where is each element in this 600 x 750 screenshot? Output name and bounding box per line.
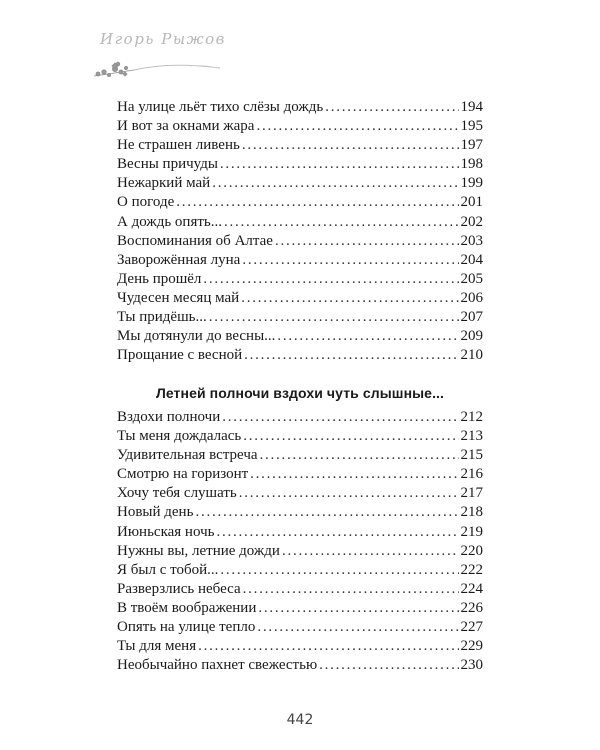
toc-entry-page: 224: [460, 580, 483, 597]
toc-entry-title: Я был с тобой...: [117, 561, 219, 578]
toc-entry[interactable]: [117, 308, 483, 327]
toc-entry[interactable]: [117, 561, 483, 580]
toc-entry[interactable]: [117, 327, 483, 346]
toc-entry[interactable]: [117, 136, 483, 155]
toc-entry-title: Июньская ночь: [117, 523, 215, 540]
running-head-author: Игорь Рыжов: [100, 30, 226, 48]
toc-entry-title: На улице льёт тихо слёзы дождь: [117, 99, 324, 115]
toc-entry[interactable]: [117, 251, 483, 270]
toc-entry[interactable]: [117, 503, 483, 522]
dot-leader: [198, 637, 458, 656]
toc-entry-page: 229: [460, 638, 483, 655]
dot-leader: [220, 155, 459, 174]
toc-section-1: [117, 98, 483, 365]
toc-entry-title: Воспоминания об Алтае: [117, 232, 273, 249]
toc-entry-page: 219: [460, 523, 483, 540]
toc-entry-page: 198: [460, 156, 483, 173]
toc-entry-page: 201: [460, 194, 483, 211]
dot-leader: [176, 193, 458, 212]
toc-entry-title: День прошёл: [117, 270, 202, 287]
dot-leader: [277, 327, 458, 346]
dot-leader: [282, 542, 459, 561]
toc-entry-page: 215: [460, 447, 483, 464]
toc-entry-title: Вздохи полночи: [117, 409, 221, 425]
dot-leader: [275, 232, 459, 251]
toc-entry[interactable]: [117, 618, 483, 637]
toc-entry-page: 209: [460, 328, 483, 345]
dot-leader: [216, 523, 458, 542]
dot-leader: [243, 580, 459, 599]
toc-entry-title: Нужны вы, летние дожди: [117, 542, 280, 559]
toc-entry-title: Чудесен месяц май: [117, 289, 240, 306]
toc-entry-title: Не страшен ливень: [117, 137, 240, 154]
toc-entry-page: 217: [460, 485, 483, 502]
toc-entry-title: Опять на улице тепло: [117, 619, 256, 636]
dot-leader: [257, 618, 458, 637]
toc-entry-title: Нежаркий май: [117, 175, 211, 192]
toc-entry-page: 210: [460, 347, 483, 364]
dot-leader: [224, 213, 459, 232]
toc-entry-page: 220: [460, 542, 483, 559]
toc-entry-title: А дождь опять...: [117, 213, 222, 230]
dot-leader: [325, 98, 458, 117]
toc-entry[interactable]: [117, 427, 483, 446]
dot-leader: [239, 484, 459, 503]
toc-entry-title: Новый день: [117, 504, 194, 521]
dot-leader: [195, 503, 458, 522]
toc-entry[interactable]: [117, 599, 483, 618]
dot-leader: [241, 289, 458, 308]
dot-leader: [242, 136, 459, 155]
toc-entry[interactable]: [117, 637, 483, 656]
toc-entry-title: Мы дотянули до весны...: [117, 328, 276, 345]
toc-entry-title: Разверзлись небеса: [117, 580, 241, 597]
toc-entry-title: Необычайно пахнет свежестью: [117, 657, 318, 674]
toc-entry[interactable]: [117, 155, 483, 174]
toc-entry[interactable]: [117, 232, 483, 251]
toc-entry-title: Ты придёшь...: [117, 309, 207, 326]
toc-entry[interactable]: [117, 542, 483, 561]
toc-entry[interactable]: [117, 193, 483, 212]
toc-entry-title: Ты меня дождалась: [117, 428, 242, 445]
toc-entry[interactable]: [117, 484, 483, 503]
toc-entry-title: Удивительная встреча: [117, 447, 258, 464]
toc-section-2: [117, 408, 483, 675]
dot-leader: [260, 446, 459, 465]
toc-entry-title: Весны причуды: [117, 156, 218, 173]
toc-entry[interactable]: [117, 174, 483, 193]
toc-entry[interactable]: [117, 117, 483, 136]
toc-entry-page: 197: [460, 137, 483, 154]
toc-entry-page: 199: [460, 175, 483, 192]
toc-entry-title: Хочу тебя слушать: [117, 485, 237, 502]
toc-entry[interactable]: [117, 270, 483, 289]
toc-entry[interactable]: [117, 446, 483, 465]
toc-entry-page: 213: [460, 428, 483, 445]
toc-entry-page: 202: [460, 213, 483, 230]
toc-entry-page: 195: [460, 118, 483, 135]
dot-leader: [212, 174, 458, 193]
dot-leader: [243, 427, 458, 446]
page-number: 442: [286, 712, 314, 728]
toc-entry-title: Заворожённая луна: [117, 251, 241, 268]
toc-entry-title: Смотрю на горизонт: [117, 466, 249, 483]
toc-entry-page: 205: [460, 270, 483, 287]
toc-entry-page: 194: [460, 99, 483, 115]
toc-entry-title: Ты для меня: [117, 638, 197, 655]
dot-leader: [203, 270, 458, 289]
toc-entry[interactable]: [117, 656, 483, 675]
toc-entry[interactable]: [117, 580, 483, 599]
toc-entry-title: О погоде: [117, 194, 175, 211]
toc-entry[interactable]: [117, 98, 483, 117]
toc-entry-page: 216: [460, 466, 483, 483]
toc-entry-page: 218: [460, 504, 483, 521]
toc-entry-page: 207: [460, 309, 483, 326]
floral-vine-icon: [90, 58, 240, 84]
dot-leader: [250, 465, 458, 484]
dot-leader: [209, 308, 459, 327]
toc-entry[interactable]: [117, 408, 483, 427]
dot-leader: [244, 346, 458, 365]
toc-entry[interactable]: [117, 465, 483, 484]
toc-entry-page: 227: [460, 619, 483, 636]
dot-leader: [242, 251, 458, 270]
toc-entry[interactable]: [117, 346, 483, 365]
toc-entry-page: 230: [460, 657, 483, 674]
toc-entry[interactable]: [117, 213, 483, 232]
toc-entry[interactable]: [117, 523, 483, 542]
dot-leader: [220, 561, 458, 580]
dot-leader: [222, 408, 458, 427]
toc-entry-page: 204: [460, 251, 483, 268]
toc-entry-title: В твоём воображении: [117, 599, 257, 616]
toc-entry-title: Прощание с весной: [117, 347, 243, 364]
toc-entry[interactable]: [117, 289, 483, 308]
toc-entry-page: 203: [460, 232, 483, 249]
dot-leader: [258, 599, 458, 618]
toc-entry-page: 222: [460, 561, 483, 578]
dot-leader: [319, 656, 458, 675]
section-heading: Летней полночи вздохи чуть слышные...: [155, 385, 445, 401]
toc-entry-title: И вот за окнами жара: [117, 118, 255, 135]
toc-entry-page: 226: [460, 599, 483, 616]
toc-entry-page: 206: [460, 289, 483, 306]
dot-leader: [256, 117, 458, 136]
toc-entry-page: 212: [460, 409, 483, 425]
